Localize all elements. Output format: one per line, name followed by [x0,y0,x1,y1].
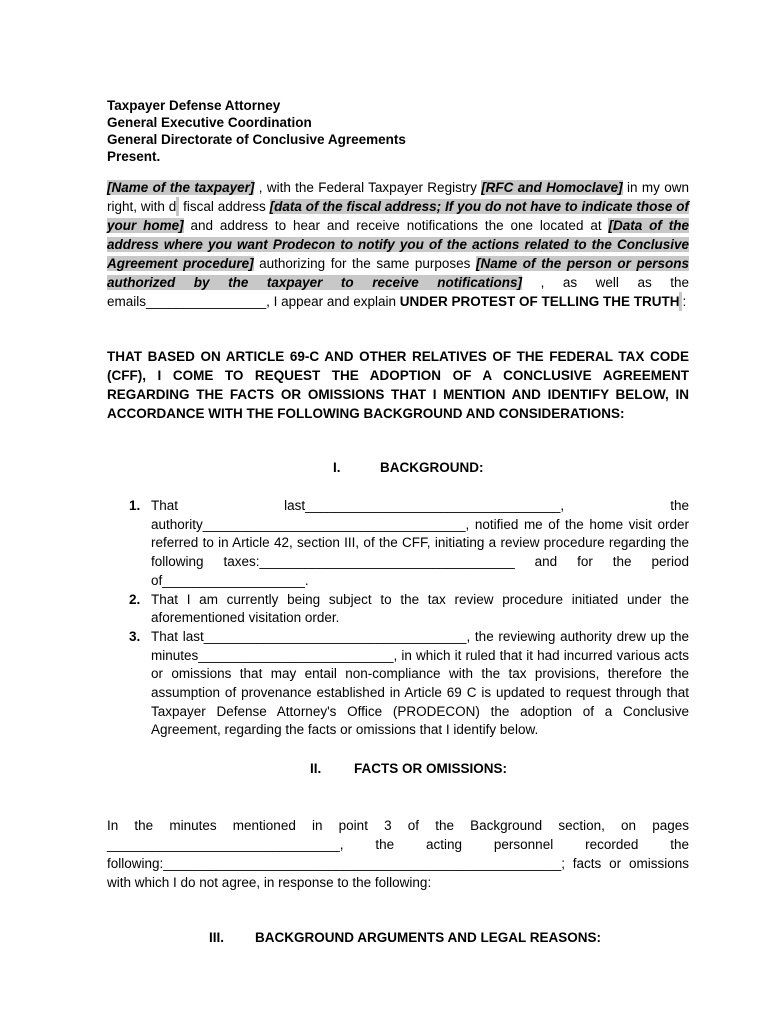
addressee-line: General Directorate of Conclusive Agreements [107,132,406,147]
intro-text: : [682,294,687,309]
section-number: III. [209,930,225,945]
taxpayer-name-placeholder[interactable]: [Name of the taxpayer] [107,180,255,195]
section-title: FACTS OR OMISSIONS: [354,761,508,776]
intro-text: , with the Federal Taxpayer Registry [254,180,482,195]
list-number: 2. [129,591,141,607]
request-paragraph: THAT BASED ON ARTICLE 69-C AND OTHER RELATIVES OF THE FEDERAL TAX CODE (CFF), I COME TO REQUEST THE ADOPTION OF A CONCLUSIVE AGREEMENT REGARDING THE FACTS OR OMISSIONS THAT I MENTION AND IDENTIFY BELOW, IN ACCORDANCE WITH THE FOLLOWING BACKGROUND AND CONSIDERATIONS: [107,349,689,421]
intro-text: fiscal address [179,199,270,214]
addressee-line: General Executive Coordination [107,115,312,130]
intro-text: in my own right, with d [107,180,689,214]
authorized-persons-placeholder[interactable]: [Name of the person or persons authorized by the taxpayer to receive notifications] [107,256,689,290]
facts-paragraph: In the minutes mentioned in point 3 of the Background section, on pages _______________________________, the acting personnel recorded the following:_____________________________________________________; facts or omissions with which I do not agree, in response to the following: [107,818,689,890]
intro-text: , as well as the emails________________, I appear and explain [107,275,690,309]
fiscal-address-placeholder[interactable]: [data of the fiscal address; If you do not have to indicate those of your home] [107,199,689,233]
intro-paragraph [107,178,689,311]
section-title: BACKGROUND: [380,460,484,475]
addressee-block [107,97,689,165]
list-item-text: That last__________________________________, the authority___________________________________, notified me of the home visit order referred to in Article 42, section III, of the CFF, initiating a review procedure regarding the following taxes:__________________________________ and for the period of___________________. [151,498,689,588]
protest-phrase: UNDER PROTEST OF TELLING THE TRUTH [395,294,680,309]
intro-text: and address to hear and receive notifications the one located at [183,218,609,233]
addressee-line: Present. [107,149,161,164]
list-item-text: That I am currently being subject to the tax review procedure initiated under the aforementioned visitation order. [151,591,689,626]
list-number: 1. [129,498,141,513]
notification-address-placeholder[interactable]: [Data of the address where you want Prodecon to notify you of the actions related to the Conclusive Agreement procedure] [107,218,689,271]
list-number: 3. [129,628,141,644]
list-item [107,591,689,628]
list-item-text: That last___________________________________, the reviewing authority drew up the minutes__________________________, in which it ruled that it had incurred various acts or omissions that may entail non-compliance with the tax provisions, therefore the assumption of provenance established in Article 69 C is updated to request through that Taxpayer Defense Attorney's Office (PRODECON) the adoption of a Conclusive Agreement, regarding the facts or omissions that I identify below. [151,628,689,738]
addressee-line: Taxpayer Defense Attorney [107,98,281,113]
section-number: I. [333,460,341,475]
intro-text: authorizing for the same purposes [253,256,476,271]
list-item [107,628,689,740]
section-title: BACKGROUND ARGUMENTS AND LEGAL REASONS: [255,930,602,945]
section-number: II. [310,761,322,776]
rfc-placeholder[interactable]: [RFC and Homoclave] [481,180,623,195]
background-list [107,497,689,740]
list-item [107,497,689,591]
